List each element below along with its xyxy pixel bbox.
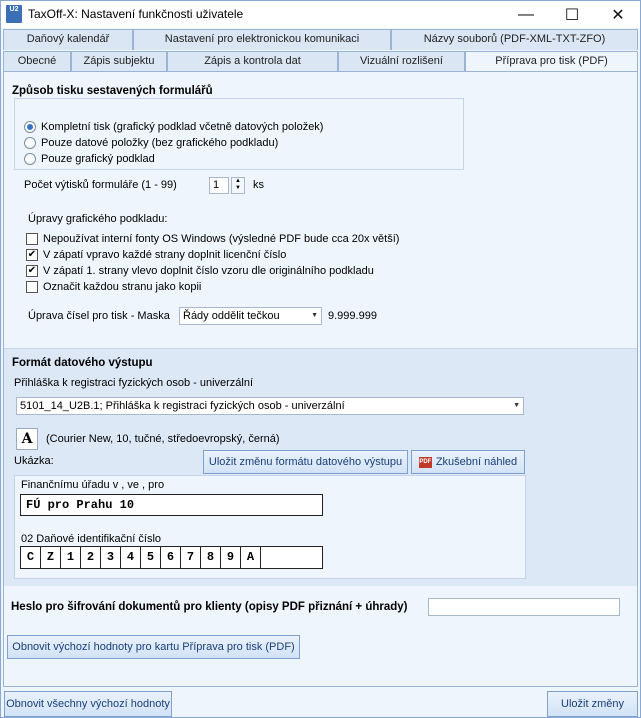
- font-description: (Courier New, 10, tučné, středoevropský, černá): [46, 433, 280, 445]
- tab-danovy-kalendar[interactable]: Daňový kalendář: [3, 29, 133, 50]
- font-button[interactable]: A: [16, 428, 38, 450]
- radio-circle[interactable]: [24, 137, 36, 149]
- tab-vizualni-rozliseni[interactable]: Vizuální rozlišení: [338, 51, 465, 72]
- form-select[interactable]: [16, 397, 524, 415]
- radio-pouze-graficky[interactable]: [24, 153, 155, 165]
- password-input[interactable]: [428, 598, 620, 616]
- sample-line1-label: Finančnímu úřadu v , ve , pro: [21, 479, 165, 491]
- radio-kompletni-tisk[interactable]: [24, 121, 323, 133]
- mask-example: 9.999.999: [328, 310, 377, 322]
- copies-label: Počet výtisků formuláře (1 - 99): [24, 179, 177, 191]
- minimize-button[interactable]: —: [518, 5, 534, 23]
- checkbox-checked[interactable]: ✔: [27, 265, 37, 276]
- format-section-title: Formát datového výstupu: [12, 357, 153, 369]
- format-section: [4, 348, 637, 586]
- save-changes-button[interactable]: Uložit změny: [547, 691, 638, 717]
- radio-circle[interactable]: [24, 153, 36, 165]
- form-label: Přihláška k registraci fyzických osob - univerzální: [14, 377, 254, 389]
- dic-digit: A: [241, 547, 261, 569]
- dic-digit: 3: [101, 547, 121, 569]
- tab-zapis-subjektu[interactable]: Zápis subjektu: [71, 51, 167, 72]
- chevron-down-icon: ▼: [513, 402, 520, 409]
- dic-digit: Z: [41, 547, 61, 569]
- sample-line1-value: FÚ pro Prahu 10: [20, 494, 323, 516]
- radio-label: Pouze datové položky (bez grafického podkladu): [41, 137, 279, 149]
- check-licencni-cislo[interactable]: [26, 249, 286, 261]
- dic-digit: 8: [201, 547, 221, 569]
- checkbox-label: V zápatí vpravo každé strany doplnit licenční číslo: [43, 249, 287, 261]
- radio-label: Pouze grafický podklad: [41, 153, 155, 165]
- dic-digit: 7: [181, 547, 201, 569]
- maximize-button[interactable]: ☐: [564, 6, 580, 24]
- save-format-button[interactable]: Uložit změnu formátu datového výstupu: [203, 450, 408, 474]
- window-title: TaxOff-X: Nastavení funkčnosti uživatele: [28, 7, 244, 21]
- check-interni-fonty[interactable]: [26, 233, 399, 245]
- radio-pouze-datove[interactable]: [24, 137, 278, 149]
- tab-priprava-pro-tisk[interactable]: Příprava pro tisk (PDF): [465, 51, 638, 73]
- checkbox-checked[interactable]: ✔: [27, 249, 37, 260]
- dic-digit: 2: [81, 547, 101, 569]
- preview-button-label: Zkušební náhled: [435, 456, 518, 468]
- check-kopie[interactable]: [26, 281, 201, 293]
- mask-select-value: Řády oddělit tečkou: [183, 310, 280, 322]
- dic-digit: 6: [161, 547, 181, 569]
- mask-select[interactable]: [179, 307, 322, 325]
- checkbox[interactable]: [26, 281, 38, 293]
- checkbox[interactable]: [26, 233, 38, 245]
- copies-spinner[interactable]: ▲ ▼: [231, 177, 245, 194]
- dic-digit: 1: [61, 547, 81, 569]
- dic-digit: 9: [221, 547, 241, 569]
- form-select-value: 5101_14_U2B.1; Přihláška k registraci fyzických osob - univerzální: [20, 400, 345, 412]
- dic-digit: 5: [141, 547, 161, 569]
- copies-input[interactable]: 1: [209, 177, 229, 194]
- print-section-title: Způsob tisku sestavených formulářů: [12, 85, 213, 97]
- checkbox-label: Označit každou stranu jako kopii: [43, 281, 202, 293]
- reset-all-button[interactable]: Obnovit všechny výchozí hodnoty: [4, 691, 172, 717]
- sample-label: Ukázka:: [14, 455, 54, 467]
- pdf-icon: PDF: [419, 457, 432, 468]
- reset-tab-button[interactable]: Obnovit výchozí hodnoty pro kartu Příprava pro tisk (PDF): [7, 635, 300, 659]
- dic-box: [20, 546, 323, 569]
- checkbox-label: V zápatí 1. strany vlevo doplnit číslo vzoru dle originálního podkladu: [43, 265, 374, 277]
- tab-elektronicka-komunikace[interactable]: Nastavení pro elektronickou komunikaci: [133, 29, 391, 50]
- sample-line2-label: 02 Daňové identifikační číslo: [21, 533, 162, 545]
- password-label: Heslo pro šifrování dokumentů pro klienty (opisy PDF přiznání + úhrady): [11, 601, 408, 613]
- tab-panel: [3, 71, 638, 687]
- tab-obecne[interactable]: Obecné: [3, 51, 71, 72]
- tab-nazvy-souboru[interactable]: Názvy souborů (PDF-XML-TXT-ZFO): [391, 29, 638, 50]
- radio-label: Kompletní tisk (grafický podklad včetně datových položek): [41, 121, 324, 133]
- preview-button[interactable]: [411, 450, 525, 474]
- dic-digit: C: [21, 547, 41, 569]
- dic-digit: 4: [121, 547, 141, 569]
- app-icon: U2: [6, 5, 22, 23]
- chevron-down-icon: ▼: [311, 312, 318, 319]
- check-cislo-vzoru[interactable]: [26, 265, 374, 277]
- copies-unit: ks: [253, 179, 264, 191]
- radio-circle[interactable]: [24, 121, 36, 133]
- adjust-label: Úpravy grafického podkladu:: [28, 213, 168, 225]
- close-button[interactable]: ✕: [611, 6, 625, 24]
- checkbox-label: Nepoužívat interní fonty OS Windows (výsledné PDF bude cca 20x větší): [43, 233, 400, 245]
- mask-label: Úprava čísel pro tisk - Maska: [28, 310, 170, 322]
- title-bar: [1, 1, 640, 28]
- tab-zapis-kontrola-dat[interactable]: Zápis a kontrola dat: [167, 51, 338, 72]
